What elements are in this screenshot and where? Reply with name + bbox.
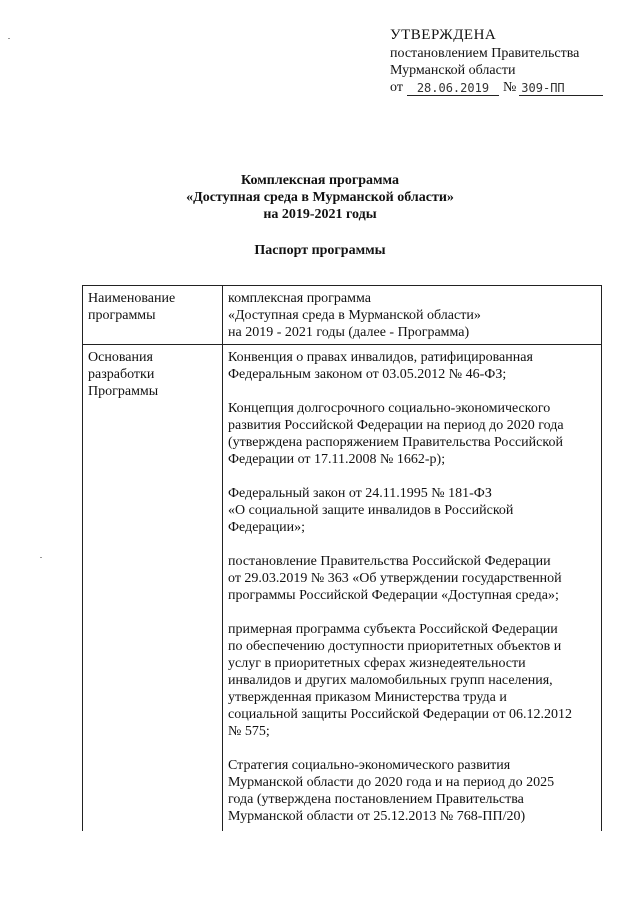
paragraph-line: Концепция долгосрочного социально-экономического — [228, 401, 551, 416]
paragraph-line: примерная программа субъекта Российской Федерации — [228, 622, 558, 637]
paragraph-line: Федерации»; — [228, 520, 306, 535]
paragraph-line: услуг в приоритетных сферах жизнедеятельности — [228, 656, 526, 671]
heading-line-1: Комплексная программа — [241, 173, 399, 188]
row-label-line: Программы — [88, 384, 159, 399]
paragraph-line: программы Российской Федерации «Доступная среда»; — [228, 588, 559, 603]
paragraph-line: Мурманской области до 2020 года и на период до 2025 — [228, 775, 555, 790]
row-paragraph — [228, 349, 596, 383]
paragraph-line: (утверждена распоряжением Правительства Российской — [228, 435, 563, 450]
row-label-line: программы — [88, 308, 156, 323]
paragraph-line: постановление Правительства Российской Федерации — [228, 554, 551, 569]
paragraph-line: № 575; — [228, 724, 270, 739]
row-paragraph — [228, 485, 596, 536]
approval-date: 28.06.2019 — [407, 81, 499, 96]
table-row — [83, 286, 602, 345]
paragraph-line: комплексная программа — [228, 291, 371, 306]
paragraph-line: «О социальной защите инвалидов в Российской — [228, 503, 514, 518]
heading-line-2: «Доступная среда в Мурманской области» — [186, 190, 454, 205]
paragraph-line: года (утверждена постановлением Правительства — [228, 792, 524, 807]
scan-mark — [40, 557, 42, 558]
paragraph-line: Мурманской области от 25.12.2013 № 768-ПП/20) — [228, 809, 526, 824]
row-value-cell — [223, 286, 602, 345]
paragraph-line: Федеральный закон от 24.11.1995 № 181-ФЗ — [228, 486, 492, 501]
paragraph-line: Стратегия социально-экономического развития — [228, 758, 511, 773]
row-paragraph — [228, 553, 596, 604]
paragraph-line: «Доступная среда в Мурманской области» — [228, 308, 481, 323]
approval-line-1: постановлением Правительства — [390, 46, 580, 61]
paragraph-line: Федеральным законом от 03.05.2012 № 46-ФЗ; — [228, 367, 507, 382]
row-label-line: Наименование — [88, 291, 176, 306]
paragraph-line: развития Российской Федерации на период до 2020 года — [228, 418, 564, 433]
row-label-cell — [83, 345, 223, 832]
row-value-cell — [223, 345, 602, 832]
approval-stamp — [390, 27, 625, 96]
scan-mark — [8, 38, 10, 39]
approval-number: 309-ПП — [519, 81, 603, 96]
row-paragraph — [228, 400, 596, 468]
paragraph-line: от 29.03.2019 № 363 «Об утверждении государственной — [228, 571, 562, 586]
paragraph-line: инвалидов и других маломобильных групп населения, — [228, 673, 553, 688]
approval-line-2: Мурманской области — [390, 63, 516, 78]
paragraph-line: социальной защиты Российской Федерации от 06.12.2012 — [228, 707, 572, 722]
passport-table — [82, 285, 602, 831]
row-paragraph — [228, 621, 596, 740]
row-label-line: разработки — [88, 367, 155, 382]
approval-title: УТВЕРЖДЕНА — [390, 27, 497, 43]
heading-line-3: на 2019-2021 годы — [263, 207, 377, 222]
approval-date-line — [390, 79, 625, 96]
from-label: от — [390, 80, 403, 95]
program-heading — [0, 172, 640, 223]
table-row — [83, 345, 602, 832]
row-paragraph — [228, 290, 596, 341]
paragraph-line: утвержденная приказом Министерства труда и — [228, 690, 507, 705]
paragraph-line: Конвенция о правах инвалидов, ратифицированная — [228, 350, 533, 365]
row-label-cell — [83, 286, 223, 345]
paragraph-line: Федерации от 17.11.2008 № 1662-р); — [228, 452, 446, 467]
number-label: № — [502, 80, 517, 95]
paragraph-line: на 2019 - 2021 годы (далее - Программа) — [228, 325, 470, 340]
passport-title: Паспорт программы — [254, 243, 386, 258]
row-paragraph — [228, 757, 596, 825]
row-label-line: Основания — [88, 350, 153, 365]
paragraph-line: по обеспечению доступности приоритетных объектов и — [228, 639, 562, 654]
